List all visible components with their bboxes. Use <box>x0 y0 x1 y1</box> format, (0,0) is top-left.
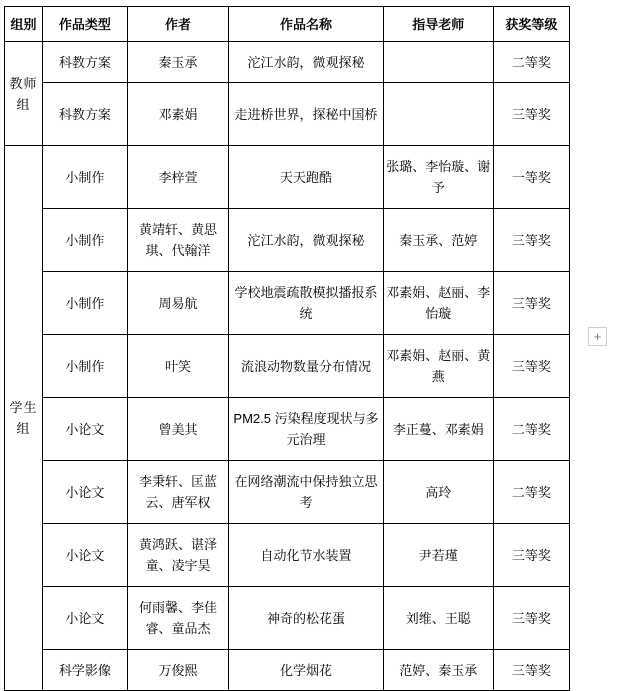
cell-type: 小制作 <box>43 146 128 209</box>
cell-type: 小论文 <box>43 524 128 587</box>
column-header-title: 作品名称 <box>229 7 383 42</box>
table-row <box>5 587 570 650</box>
cell-title: 走进桥世界，探秘中国桥 <box>229 83 383 146</box>
cell-teacher: 李正蔓、邓素娟 <box>383 398 493 461</box>
cell-title: 沱江水韵，微观探秘 <box>229 42 383 83</box>
cell-level: 三等奖 <box>493 272 569 335</box>
cell-level: 二等奖 <box>493 42 569 83</box>
cell-type: 小制作 <box>43 272 128 335</box>
cell-author: 何雨馨、李佳睿、童品杰 <box>127 587 229 650</box>
cell-teacher: 高玲 <box>383 461 493 524</box>
cell-teacher: 刘维、王聪 <box>383 587 493 650</box>
cell-author: 黄鸿跃、谌泽童、凌宇昊 <box>127 524 229 587</box>
cell-teacher: 邓素娟、赵丽、李怡璇 <box>383 272 493 335</box>
cell-author: 叶笑 <box>127 335 229 398</box>
group-cell-student: 学生组 <box>5 146 43 691</box>
column-header-level: 获奖等级 <box>493 7 569 42</box>
cell-type: 科教方案 <box>43 83 128 146</box>
cell-author: 周易航 <box>127 272 229 335</box>
cell-type: 小论文 <box>43 398 128 461</box>
cell-author: 秦玉承 <box>127 42 229 83</box>
cell-level: 二等奖 <box>493 461 569 524</box>
cell-title: 学校地震疏散模拟播报系统 <box>229 272 383 335</box>
cell-level: 三等奖 <box>493 524 569 587</box>
table-row <box>5 272 570 335</box>
table-row <box>5 146 570 209</box>
cell-level: 三等奖 <box>493 650 569 691</box>
cell-author: 李梓萱 <box>127 146 229 209</box>
cell-title: PM2.5 污染程度现状与多元治理 <box>229 398 383 461</box>
cell-type: 小论文 <box>43 587 128 650</box>
table-row <box>5 461 570 524</box>
cell-teacher: 尹若瑾 <box>383 524 493 587</box>
table-row <box>5 524 570 587</box>
cell-level: 三等奖 <box>493 83 569 146</box>
cell-teacher <box>383 83 493 146</box>
cell-title: 天天跑酷 <box>229 146 383 209</box>
column-header-teacher: 指导老师 <box>383 7 493 42</box>
cell-type: 科教方案 <box>43 42 128 83</box>
cell-level: 三等奖 <box>493 209 569 272</box>
cell-author: 邓素娟 <box>127 83 229 146</box>
cell-title: 化学烟花 <box>229 650 383 691</box>
cell-author: 李秉轩、匡蓝云、唐军权 <box>127 461 229 524</box>
column-header-type: 作品类型 <box>43 7 128 42</box>
cell-title: 流浪动物数量分布情况 <box>229 335 383 398</box>
cell-type: 小制作 <box>43 335 128 398</box>
cell-level: 三等奖 <box>493 335 569 398</box>
cell-title: 在网络潮流中保持独立思考 <box>229 461 383 524</box>
table-row <box>5 42 570 83</box>
column-header-group: 组别 <box>5 7 43 42</box>
cell-author: 曾美其 <box>127 398 229 461</box>
cell-title: 神奇的松花蛋 <box>229 587 383 650</box>
cell-type: 科学影像 <box>43 650 128 691</box>
table-row <box>5 83 570 146</box>
cell-teacher <box>383 42 493 83</box>
cell-author: 黄靖轩、黄思琪、代翰洋 <box>127 209 229 272</box>
cell-author: 万俊熙 <box>127 650 229 691</box>
table-row <box>5 650 570 691</box>
cell-title: 沱江水韵，微观探秘 <box>229 209 383 272</box>
table-row <box>5 335 570 398</box>
cell-teacher: 范婷、秦玉承 <box>383 650 493 691</box>
group-cell-teacher: 教师组 <box>5 42 43 146</box>
award-table-container <box>4 6 570 691</box>
table-row <box>5 209 570 272</box>
table-row <box>5 398 570 461</box>
award-table <box>4 6 570 691</box>
cell-teacher: 张璐、李怡璇、谢予 <box>383 146 493 209</box>
cell-level: 二等奖 <box>493 398 569 461</box>
cell-title: 自动化节水装置 <box>229 524 383 587</box>
cell-type: 小论文 <box>43 461 128 524</box>
cell-level: 三等奖 <box>493 587 569 650</box>
cell-level: 一等奖 <box>493 146 569 209</box>
column-header-author: 作者 <box>127 7 229 42</box>
table-header-row <box>5 7 570 42</box>
cell-teacher: 秦玉承、范婷 <box>383 209 493 272</box>
cell-type: 小制作 <box>43 209 128 272</box>
add-row-button[interactable]: + <box>588 327 607 346</box>
cell-teacher: 邓素娟、赵丽、黄燕 <box>383 335 493 398</box>
